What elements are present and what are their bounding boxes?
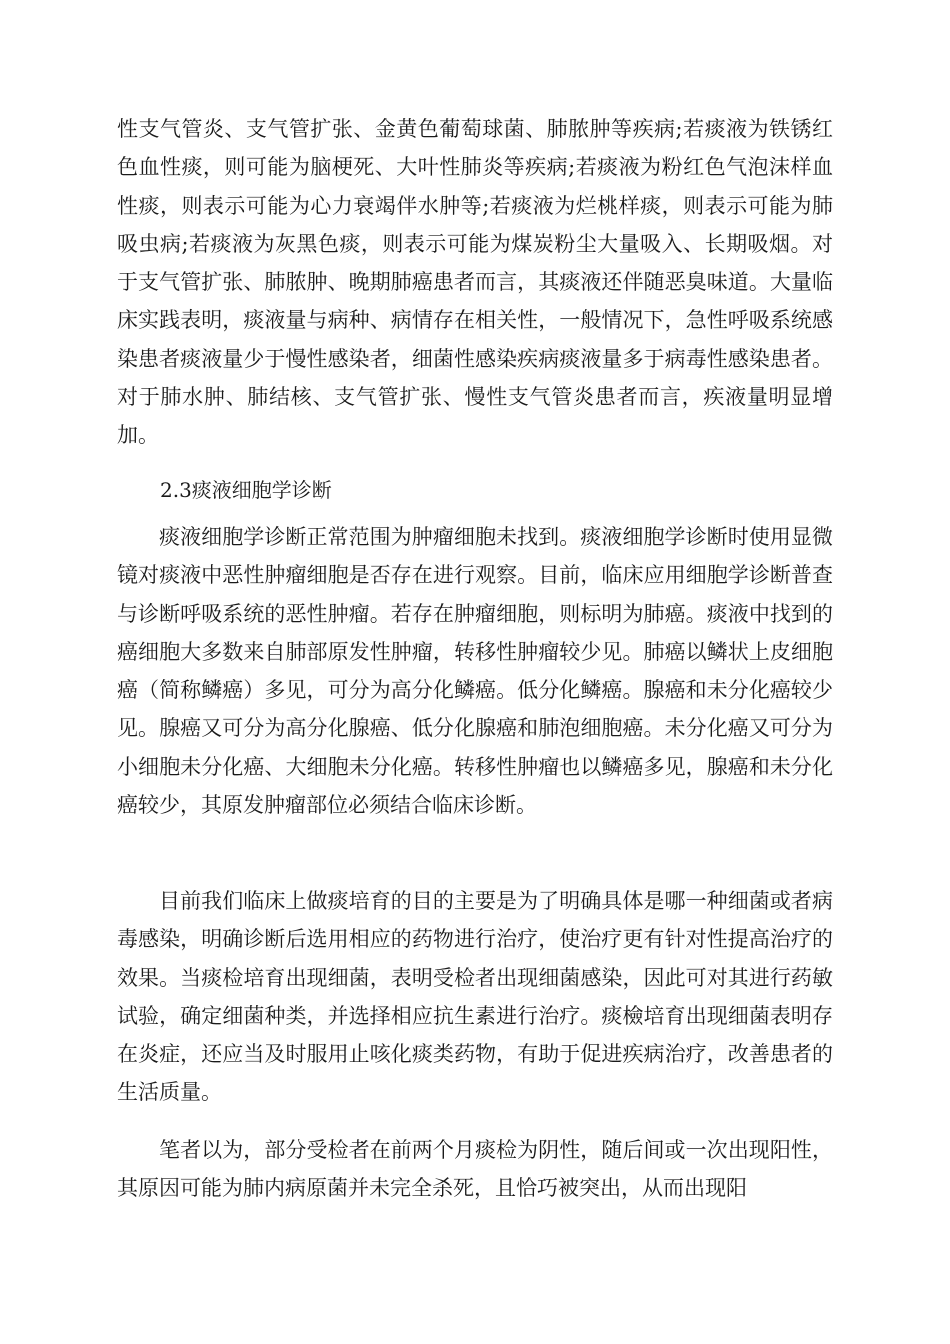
section-heading: 2.3痰液细胞学诊断 bbox=[160, 478, 332, 502]
paragraph-sputum-appearance: 性支气管炎、支气管扩张、金黄色葡萄球菌、肺脓肿等疾病;若痰液为铁锈红色血性痰，则可能为脑梗死、大叶性肺炎等疾病;若痰液为粉红色气泡沫样血性痰，则表示可能为心力衰竭伴水肿等;若痰液为烂桃样痰，则表示可能为肺吸虫病;若痰液为灰黑色痰，则表示可能为煤炭粉尘大量吸入、长期吸烟。对于支气管扩张、肺脓肿、晚期肺癌患者而言，其痰液还伴随恶臭味道。大量临床实践表明，痰液量与病种、病情存在相关性，一般情况下，急性呼吸系统感染患者痰液量少于慢性感染者，细菌性感染疾病痰液量多于病毒性感染患者。对于肺水肿、肺结核、支气管扩张、慢性支气管炎患者而言，疾液量明显增加。 bbox=[117, 117, 833, 448]
paragraph-sputum-culture: 目前我们临床上做痰培育的目的主要是为了明确具体是哪一种细菌或者病毒感染，明确诊断后选用相应的药物进行治疗，使治疗更有针对性提高治疗的效果。当痰检培育出现细菌，表明受检者出现细菌感染，因此可对其进行药敏试验，确定细菌种类，并选择相应抗生素进行治疗。痰檢培育出现细菌表明存在炎症，还应当及时服用止咳化痰类药物，有助于促进疾病治疗，改善患者的生活质量。 bbox=[117, 889, 833, 1105]
paragraph-cytology-diagnosis: 痰液细胞学诊断正常范围为肿瘤细胞未找到。痰液细胞学诊断时使用显微镜对痰液中恶性肿瘤细胞是否存在进行观察。目前，临床应用细胞学诊断普查与诊断呼吸系统的恶性肿瘤。若存在肿瘤细胞，则标明为肺癌。痰液中找到的癌细胞大多数来自肺部原发性肿瘤，转移性肿瘤较少见。肺癌以鳞状上皮细胞癌（简称鳞癌）多见，可分为高分化鳞癌。低分化鳞癌。腺癌和未分化癌较少见。腺癌又可分为高分化腺癌、低分化腺癌和肺泡细胞癌。未分化癌又可分为小细胞未分化癌、大细胞未分化癌。转移性肿瘤也以鳞癌多见，腺癌和未分化癌较少，其原发肿瘤部位必须结合临床诊断。 bbox=[117, 525, 833, 818]
paragraph-author-opinion: 笔者以为，部分受检者在前两个月痰检为阴性，随后间或一次出现阳性，其原因可能为肺内病原菌并未完全杀死，且恰巧被突出，从而出现阳 bbox=[117, 1138, 833, 1201]
